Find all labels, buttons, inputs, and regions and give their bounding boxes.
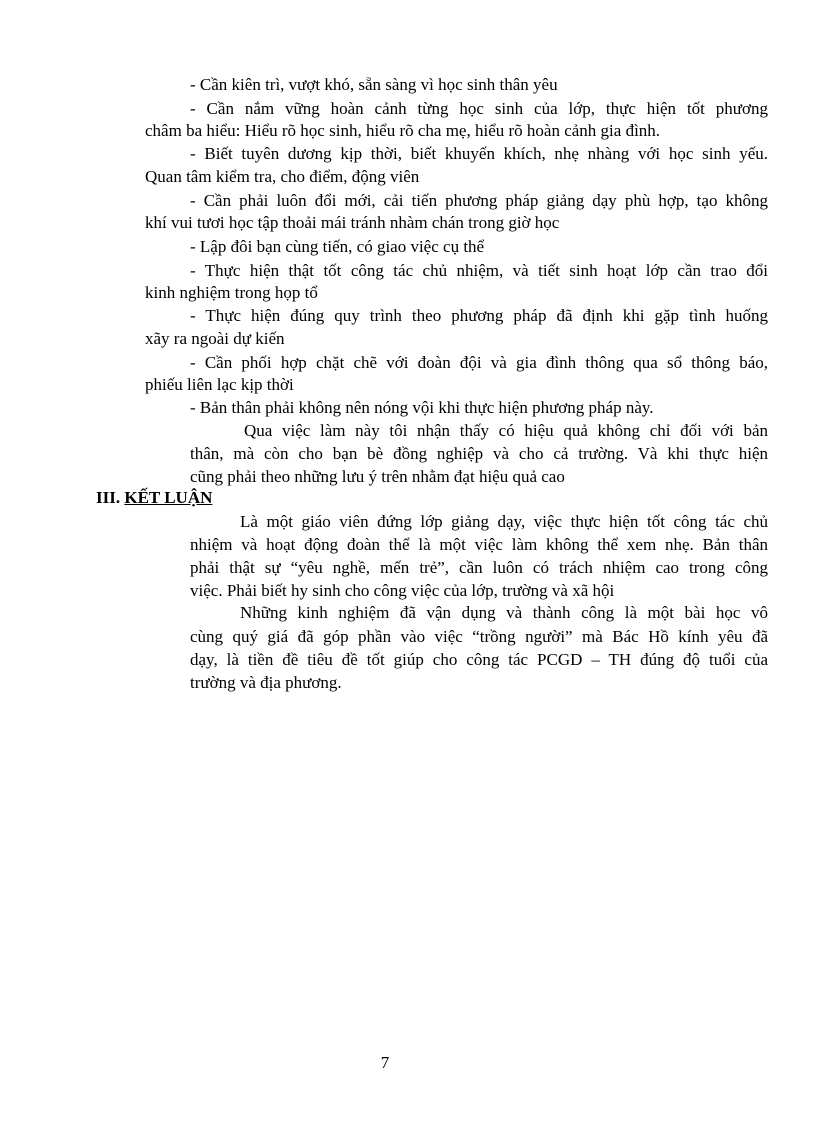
bullet-line: - Bản thân phải không nên nóng vội khi thực hiện phương pháp này. — [190, 398, 654, 417]
summary-line: thân, mà còn cho bạn bè đồng nghiệp và cho cả trường. Và khi thực hiện — [190, 444, 768, 463]
summary-line: cũng phải theo những lưu ý trên nhằm đạt hiệu quả cao — [190, 467, 565, 486]
bullet-line: - Cần phải luôn đổi mới, cải tiến phương pháp giảng dạy phù hợp, tạo không — [190, 191, 768, 210]
bullet-line: - Biết tuyên dương kịp thời, biết khuyến khích, nhẹ nhàng với học sinh yếu. — [190, 144, 768, 163]
bullet-line: kinh nghiệm trong họp tổ — [145, 283, 318, 302]
summary-line: Qua việc làm này tôi nhận thấy có hiệu quả không chỉ đối với bản — [244, 421, 768, 440]
bullet-line: - Lập đôi bạn cùng tiến, có giao việc cụ thể — [190, 237, 485, 256]
bullet-line: châm ba hiểu: Hiểu rõ học sinh, hiểu rõ cha mẹ, hiểu rõ hoàn cảnh gia đình. — [145, 121, 661, 140]
bullet-line: - Cần kiên trì, vượt khó, sẵn sàng vì học sinh thân yêu — [190, 75, 558, 94]
bullet-line: - Thực hiện đúng quy trình theo phương pháp đã định khi gặp tình huống — [190, 306, 768, 325]
bullet-line: - Cần phối hợp chặt chẽ với đoàn đội và gia đình thông qua sổ thông báo, — [190, 353, 768, 372]
conclusion-heading — [96, 487, 212, 509]
conclusion-line: dạy, là tiền đề tiêu đề tốt giúp cho công tác PCGD – TH đúng độ tuổi của — [190, 650, 768, 669]
page-number: 7 — [380, 1053, 390, 1072]
bullet-line: phiếu liên lạc kịp thời — [145, 375, 294, 394]
heading-number: III. — [96, 488, 121, 507]
conclusion-line: nhiệm và hoạt động đoàn thể là một việc làm không thể xem nhẹ. Bản thân — [190, 535, 768, 554]
conclusion-line: phải thật sự “yêu nghề, mến trẻ”, cần luôn có trách nhiệm cao trong công — [190, 558, 768, 577]
bullet-line: - Cần nắm vững hoàn cảnh từng học sinh của lớp, thực hiện tốt phương — [190, 99, 768, 118]
heading-title: KẾT LUẬN — [124, 488, 213, 507]
conclusion-line: trường và địa phương. — [190, 673, 342, 692]
conclusion-line: Là một giáo viên đứng lớp giảng dạy, việc thực hiện tốt công tác chủ — [240, 512, 768, 531]
conclusion-line: cùng quý giá đã góp phần vào việc “trồng người” mà Bác Hồ kính yêu đã — [190, 627, 768, 646]
bullet-line: Quan tâm kiểm tra, cho điểm, động viên — [145, 167, 420, 186]
bullet-line: xãy ra ngoài dự kiến — [145, 329, 285, 348]
conclusion-line: việc. Phải biết hy sinh cho công việc của lớp, trường và xã hội — [190, 581, 615, 600]
bullet-line: - Thực hiện thật tốt công tác chủ nhiệm, và tiết sinh hoạt lớp cần trao đổi — [190, 261, 768, 280]
conclusion-line: Những kinh nghiệm đã vận dụng và thành công là một bài học vô — [240, 603, 768, 622]
bullet-line: khí vui tươi học tập thoải mái tránh nhàm chán trong giờ học — [145, 213, 560, 232]
